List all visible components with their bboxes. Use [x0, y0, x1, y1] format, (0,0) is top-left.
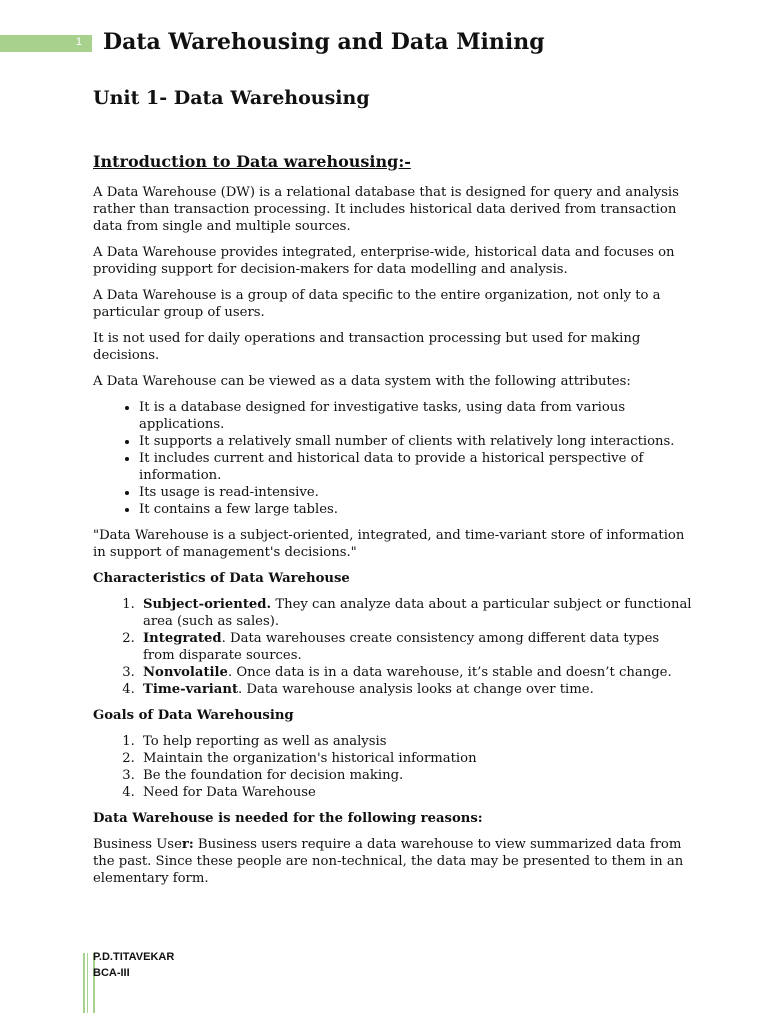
- list-item: • It supports a relatively small number of clients with relatively long interactions.: [139, 433, 693, 450]
- intro-paragraph: A Data Warehouse can be viewed as a data system with the following attributes:: [93, 374, 631, 389]
- list-item: 4. Need for Data Warehouse: [139, 784, 693, 801]
- business-user-paragraph: [93, 836, 693, 887]
- characteristic-text: . Once data is in a data warehouse, it’s stable and doesn’t change.: [227, 665, 672, 680]
- footer-class: BCA-III: [93, 967, 130, 979]
- business-user-text: Business users require a data warehouse to view summarized data from the past. Since these people are non-technical, the data may be presented to them in an elementary form.: [93, 837, 684, 886]
- attributes-list: [93, 399, 693, 518]
- goals-heading: Goals of Data Warehousing: [93, 708, 294, 723]
- intro-paragraph: A Data Warehouse provides integrated, enterprise-wide, historical data and focuses on providing support for decision-makers for data modelling and analysis.: [93, 245, 675, 277]
- list-item: [139, 630, 693, 664]
- characteristic-term: Time-variant: [143, 682, 239, 697]
- business-user-prefix: Business Use: [93, 837, 182, 852]
- list-item: • It is a database designed for investigative tasks, using data from various applications.: [139, 399, 693, 433]
- page-number-bar: [0, 35, 92, 52]
- characteristic-term: Subject-oriented.: [143, 597, 272, 612]
- list-item: [139, 596, 693, 630]
- list-item: 3. Be the foundation for decision making.: [139, 767, 693, 784]
- definition-quote: "Data Warehouse is a subject-oriented, integrated, and time-variant store of information in support of management's decisions.": [93, 528, 685, 560]
- unit-title: Unit 1- Data Warehousing: [93, 87, 370, 109]
- reasons-heading: Data Warehouse is needed for the following reasons:: [93, 811, 483, 826]
- list-item: [139, 681, 693, 698]
- characteristic-term: Nonvolatile: [143, 665, 228, 680]
- characteristic-text: . Data warehouses create consistency among different data types from disparate sources.: [143, 631, 660, 663]
- list-item: 1. To help reporting as well as analysis: [139, 733, 693, 750]
- list-item: 2. Maintain the organization's historical information: [139, 750, 693, 767]
- list-item: • It includes current and historical data to provide a historical perspective of information.: [139, 450, 693, 484]
- footer: [93, 949, 174, 981]
- page-number: 1: [75, 36, 82, 48]
- list-item: • It contains a few large tables.: [139, 501, 693, 518]
- characteristics-heading: Characteristics of Data Warehouse: [93, 571, 350, 586]
- goals-list: [93, 733, 693, 801]
- characteristic-term: Integrated: [143, 631, 222, 646]
- business-user-bold: r:: [181, 837, 194, 852]
- intro-paragraph: A Data Warehouse (DW) is a relational database that is designed for query and analysis rather than transaction processing. It includes historical data derived from transaction data from single and multiple sources.: [93, 185, 679, 234]
- characteristics-list: [93, 596, 693, 698]
- footer-author: P.D.TITAVEKAR: [93, 951, 175, 963]
- characteristic-text: They can analyze data about a particular subject or functional area (such as sales).: [143, 597, 692, 629]
- list-item: • Its usage is read-intensive.: [139, 484, 693, 501]
- intro-heading: Introduction to Data warehousing:-: [93, 152, 411, 171]
- document-title: Data Warehousing and Data Mining: [103, 29, 545, 55]
- list-item: [139, 664, 693, 681]
- characteristic-text: . Data warehouse analysis looks at change over time.: [238, 682, 594, 697]
- page-content: [93, 152, 693, 896]
- intro-paragraph: A Data Warehouse is a group of data specific to the entire organization, not only to a particular group of users.: [93, 288, 661, 320]
- intro-paragraph: It is not used for daily operations and transaction processing but used for making decisions.: [93, 331, 641, 363]
